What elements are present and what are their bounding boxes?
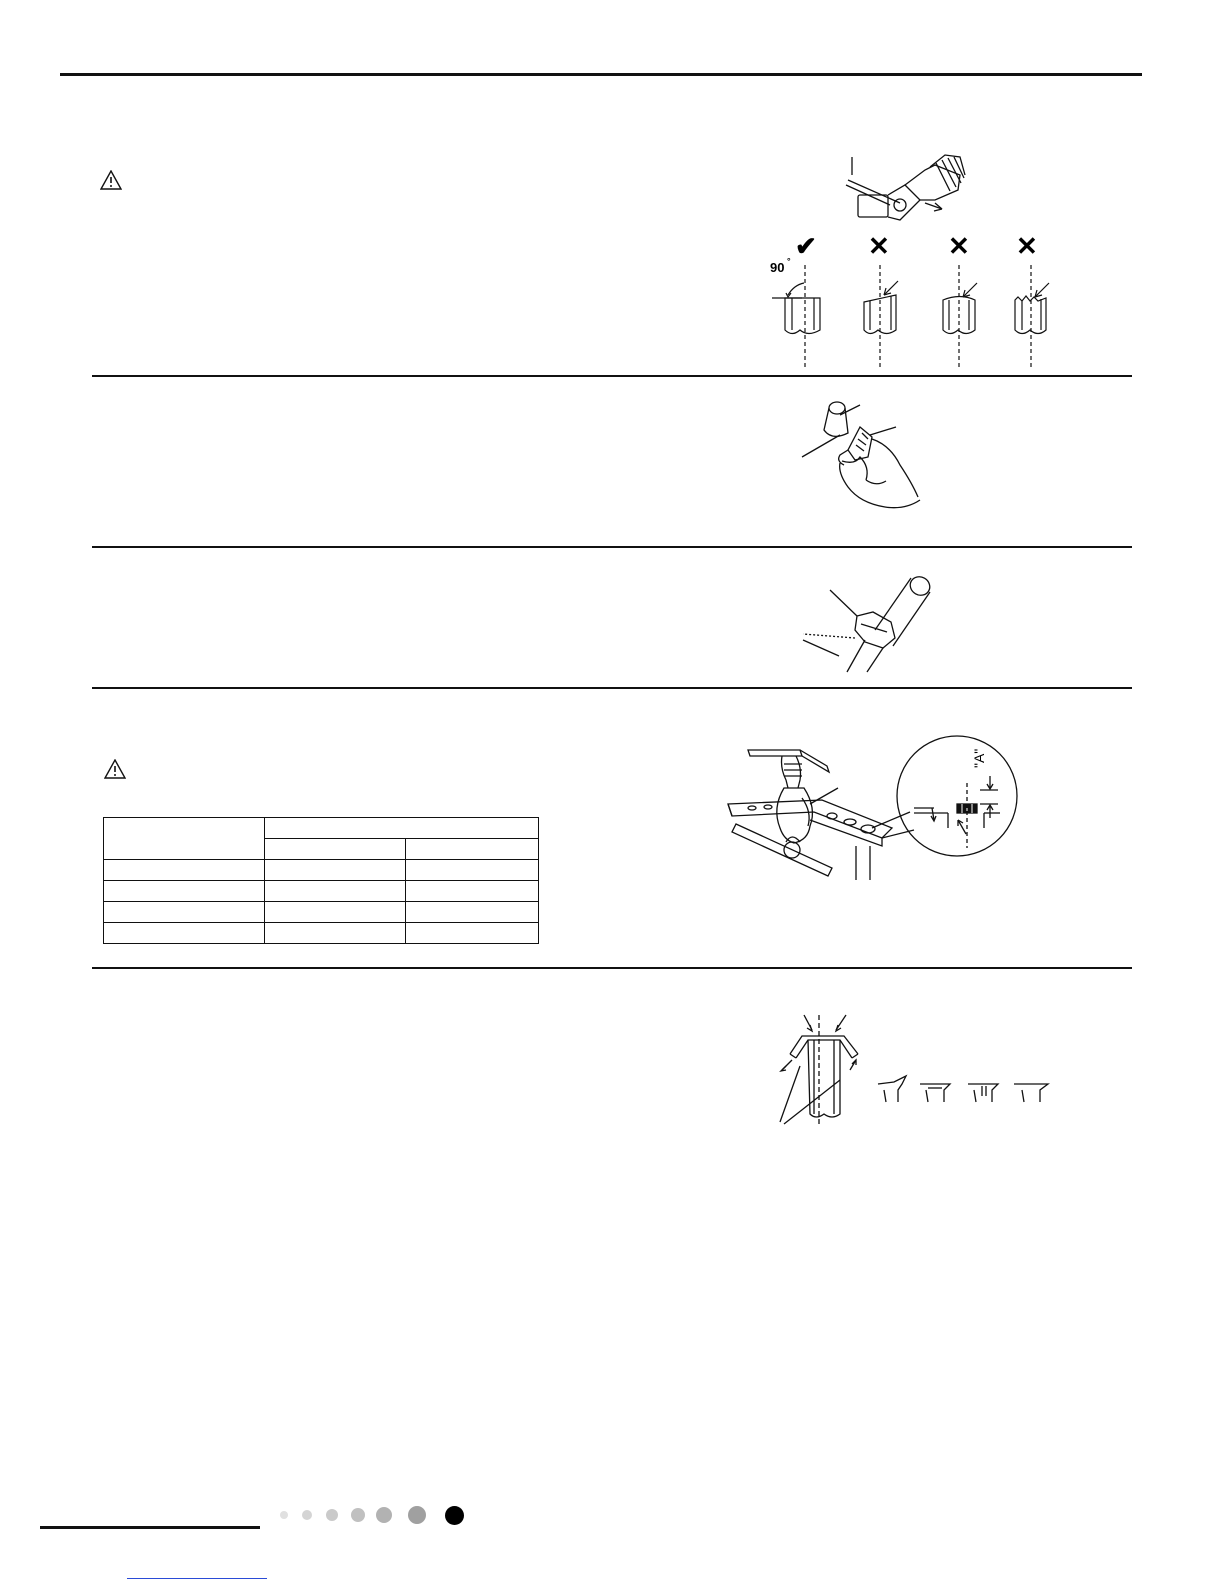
progress-dot	[351, 1508, 365, 1522]
degree-symbol: °	[787, 256, 791, 266]
table-subheader-cell	[406, 839, 539, 860]
page-progress-dots	[270, 1500, 480, 1532]
table-cell	[104, 902, 265, 923]
table-cell	[406, 881, 539, 902]
section-divider	[92, 687, 1132, 689]
dimension-a-label: "A"	[971, 748, 987, 768]
header-rule	[60, 73, 1142, 76]
table-cell	[265, 902, 406, 923]
cross-icon: ✕	[868, 231, 890, 261]
cross-icon: ✕	[1016, 231, 1038, 261]
table-cell	[265, 923, 406, 944]
table-cell	[406, 923, 539, 944]
flare-inspection-figure	[770, 1010, 1060, 1130]
section-divider	[92, 967, 1132, 969]
flare-nut-figure	[795, 568, 945, 676]
table-row	[104, 881, 539, 902]
pipe-cutting-figure	[760, 145, 1080, 370]
warning-icon	[104, 759, 126, 779]
table-header-cell	[104, 818, 265, 860]
table-row	[104, 902, 539, 923]
table-cell	[265, 860, 406, 881]
cross-icon: ✕	[948, 231, 970, 261]
table-cell	[104, 881, 265, 902]
table-subheader-cell	[265, 839, 406, 860]
warning-icon	[100, 170, 122, 190]
table-header-row	[104, 818, 539, 839]
table-cell	[265, 881, 406, 902]
table-cell	[406, 860, 539, 881]
deburring-figure	[800, 395, 930, 515]
table-cell	[406, 902, 539, 923]
table-header-cell	[265, 818, 539, 839]
section-divider	[92, 375, 1132, 377]
progress-dot-current	[445, 1506, 464, 1525]
table-row	[104, 923, 539, 944]
section-divider	[92, 546, 1132, 548]
check-icon: ✔	[795, 231, 817, 261]
table-cell	[104, 860, 265, 881]
flare-dimension-table	[103, 817, 539, 944]
flaring-tool-figure	[722, 728, 1022, 888]
progress-dot	[408, 1506, 426, 1524]
angle-label: 90	[770, 260, 785, 275]
footer-rule	[40, 1526, 260, 1529]
table-row	[104, 860, 539, 881]
table-cell	[104, 923, 265, 944]
pipe-cutter-illustration	[846, 155, 965, 220]
footer-link-underline[interactable]	[127, 1578, 267, 1579]
progress-dot	[326, 1509, 338, 1521]
progress-dot	[302, 1510, 312, 1520]
progress-dot	[280, 1511, 288, 1519]
progress-dot	[376, 1507, 392, 1523]
